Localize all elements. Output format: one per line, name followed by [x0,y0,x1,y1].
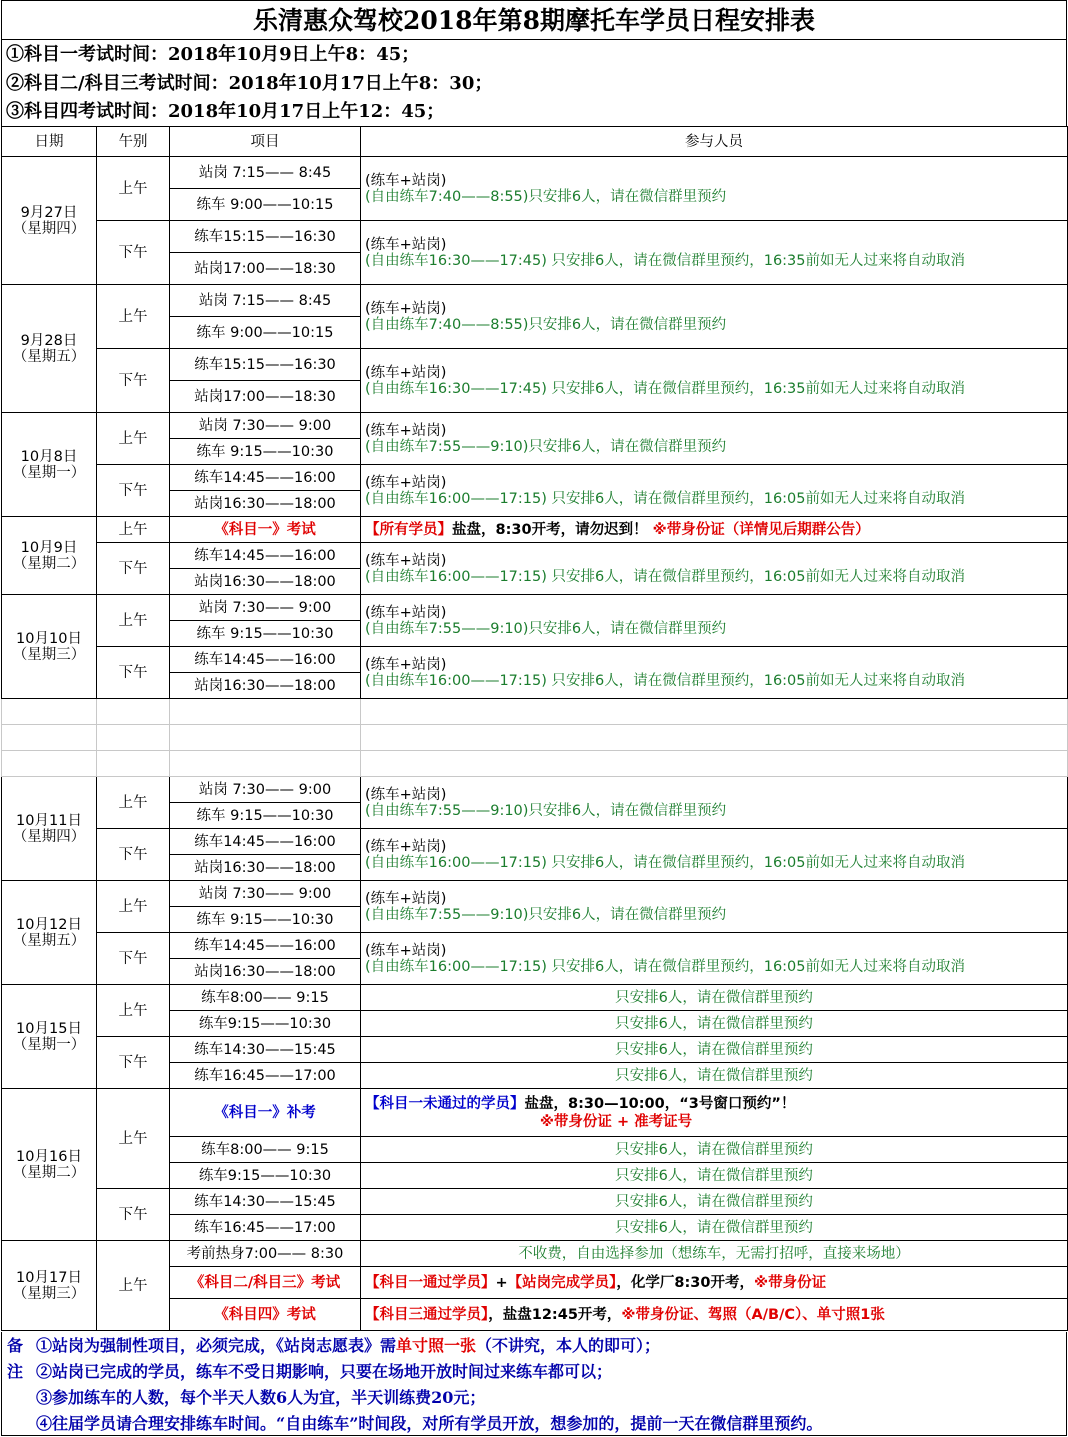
people-cell: (练车+站岗) (自由练车16:00——17:15) 只安排6人，请在微信群里预约，16:05前如无人过来将自动取消 [361,647,1068,699]
people-cell: (练车+站岗) (自由练车7:40——8:55)只安排6人，请在微信群里预约 [361,285,1068,349]
am-label: 上午 [97,517,170,543]
pm-label: 下午 [97,1037,170,1089]
people-cell: 【科目三通过学员】，盐盘12:45开考，※带身份证、驾照（A/B/C）、单寸照1张 [361,1299,1068,1331]
exam-time-1: ①科目一考试时间：2018年10月9日上午8：45； [1,40,1067,69]
pm-label: 下午 [97,933,170,985]
item-cell: 练车14:45——16:00 [170,933,361,959]
item-cell: 考前热身7:00—— 8:30 [170,1241,361,1267]
people-cell: (练车+站岗) (自由练车7:40——8:55)只安排6人，请在微信群里预约 [361,157,1068,221]
exam-time-2: ②科目二/科目三考试时间：2018年10月17日上午8：30； [1,69,1067,98]
item-cell: 练车14:45——16:00 [170,543,361,569]
date-cell: 9月27日 （星期四） [2,157,97,285]
table-row [2,221,1068,253]
page-title: 乐清惠众驾校2018年第8期摩托车学员日程安排表 [1,0,1067,40]
date-cell: 9月28日 （星期五） [2,285,97,413]
table-row [2,933,1068,959]
notes-section [1,1332,1067,1436]
pm-label: 下午 [97,221,170,285]
pm-label: 下午 [97,349,170,413]
item-cell: 站岗 7:30—— 9:00 [170,413,361,439]
people-cell: 只安排6人，请在微信群里预约 [361,1215,1068,1241]
pm-label: 下午 [97,1189,170,1241]
item-cell: 站岗17:00——18:30 [170,381,361,413]
item-cell: 练车14:45——16:00 [170,465,361,491]
table-row [2,543,1068,569]
item-cell: 练车15:15——16:30 [170,349,361,381]
exam-item-cell: 《科目四》考试 [170,1299,361,1331]
blank-row [2,725,1068,751]
note-4: ④往届学员请合理安排练车时间。“自由练车”时间段，对所有学员开放，想参加的，提前一天在微信群里预约。 [36,1414,823,1433]
exam-item-cell: 《科目二/科目三》考试 [170,1267,361,1299]
item-cell: 练车8:00—— 9:15 [170,1137,361,1163]
item-cell: 练车8:00—— 9:15 [170,985,361,1011]
item-cell: 站岗 7:30—— 9:00 [170,881,361,907]
item-cell: 站岗16:30——18:00 [170,959,361,985]
table-row [2,1189,1068,1215]
table-row [2,829,1068,855]
am-label: 上午 [97,777,170,829]
item-cell: 练车14:45——16:00 [170,829,361,855]
date-cell: 10月16日 （星期二） [2,1089,97,1241]
item-cell: 站岗16:30——18:00 [170,673,361,699]
am-label: 上午 [97,1089,170,1189]
header-half: 午别 [97,127,170,157]
table-row [2,465,1068,491]
table-row [2,1241,1068,1267]
people-cell: 只安排6人，请在微信群里预约 [361,1011,1068,1037]
exam-item-cell: 《科目一》考试 [170,517,361,543]
people-cell: 只安排6人，请在微信群里预约 [361,1063,1068,1089]
people-cell: 【科目一通过学员】+【站岗完成学员】，化学厂8:30开考，※带身份证 [361,1267,1068,1299]
people-cell: (练车+站岗) (自由练车7:55——9:10)只安排6人，请在微信群里预约 [361,777,1068,829]
people-cell: (练车+站岗) (自由练车16:00——17:15) 只安排6人，请在微信群里预约，16:05前如无人过来将自动取消 [361,933,1068,985]
date-cell: 10月10日 （星期三） [2,595,97,699]
people-cell: 【所有学员】盐盘，8:30开考，请勿迟到！ ※带身份证（详情见后期群公告） [361,517,1068,543]
people-cell: (练车+站岗) (自由练车16:00——17:15) 只安排6人，请在微信群里预约，16:05前如无人过来将自动取消 [361,829,1068,881]
item-cell: 练车 9:15——10:30 [170,803,361,829]
header-item: 项目 [170,127,361,157]
header-people: 参与人员 [361,127,1068,157]
am-label: 上午 [97,881,170,933]
item-cell: 练车14:30——15:45 [170,1037,361,1063]
item-cell: 站岗 7:15—— 8:45 [170,157,361,189]
people-cell: (练车+站岗) (自由练车16:00——17:15) 只安排6人，请在微信群里预约，16:05前如无人过来将自动取消 [361,465,1068,517]
exam-item-cell: 《科目一》补考 [170,1089,361,1137]
schedule-table [1,126,1068,1331]
people-cell: 不收费，自由选择参加（想练车，无需打招呼，直接来场地） [361,1241,1068,1267]
item-cell: 练车9:15——10:30 [170,1163,361,1189]
pm-label: 下午 [97,543,170,595]
table-row [2,985,1068,1011]
item-cell: 站岗 7:30—— 9:00 [170,777,361,803]
pm-label: 下午 [97,465,170,517]
am-label: 上午 [97,157,170,221]
date-cell: 10月8日 （星期一） [2,413,97,517]
date-cell: 10月11日 （星期四） [2,777,97,881]
people-cell: 只安排6人，请在微信群里预约 [361,985,1068,1011]
people-cell: (练车+站岗) (自由练车16:00——17:15) 只安排6人，请在微信群里预约，16:05前如无人过来将自动取消 [361,543,1068,595]
table-row [2,1089,1068,1137]
table-row [2,157,1068,189]
item-cell: 练车14:45——16:00 [170,647,361,673]
date-cell: 10月17日 （星期三） [2,1241,97,1331]
people-cell: 只安排6人，请在微信群里预约 [361,1163,1068,1189]
notes-label-bei: 备 [7,1336,24,1355]
item-cell: 站岗 7:15—— 8:45 [170,285,361,317]
item-cell: 练车15:15——16:30 [170,221,361,253]
date-cell: 10月15日 （星期一） [2,985,97,1089]
item-cell: 站岗 7:30—— 9:00 [170,595,361,621]
people-cell: 【科目一未通过的学员】盐盘，8:30—10:00，“3号窗口预约”！ ※带身份证 + 准考证号 [361,1089,1068,1137]
table-row [2,1037,1068,1063]
item-cell: 练车 9:15——10:30 [170,907,361,933]
note-1: ①站岗为强制性项目，必须完成，《站岗志愿表》需单寸照一张（不讲究，本人的即可）； [36,1336,661,1355]
item-cell: 练车 9:15——10:30 [170,621,361,647]
item-cell: 练车16:45——17:00 [170,1063,361,1089]
header-date: 日期 [2,127,97,157]
exam-time-3: ③科目四考试时间：2018年10月17日上午12：45； [1,97,1067,126]
blank-row [2,699,1068,725]
people-cell: 只安排6人，请在微信群里预约 [361,1037,1068,1063]
am-label: 上午 [97,413,170,465]
item-cell: 站岗16:30——18:00 [170,569,361,595]
table-row [2,349,1068,381]
table-row [2,517,1068,543]
people-cell: 只安排6人，请在微信群里预约 [361,1137,1068,1163]
table-row [2,647,1068,673]
note-3: ③参加练车的人数，每个半天人数6人为宜，半天训练费20元； [36,1388,486,1407]
item-cell: 练车 9:15——10:30 [170,439,361,465]
am-label: 上午 [97,285,170,349]
am-label: 上午 [97,595,170,647]
item-cell: 练车9:15——10:30 [170,1011,361,1037]
table-row [2,285,1068,317]
notes-label-zhu: 注 [7,1362,24,1381]
people-cell: (练车+站岗) (自由练车7:55——9:10)只安排6人，请在微信群里预约 [361,413,1068,465]
item-cell: 练车 9:00——10:15 [170,317,361,349]
date-cell: 10月12日 （星期五） [2,881,97,985]
table-row [2,595,1068,621]
item-cell: 站岗17:00——18:30 [170,253,361,285]
blank-row [2,751,1068,777]
table-row [2,777,1068,803]
people-cell: (练车+站岗) (自由练车16:30——17:45) 只安排6人，请在微信群里预约，16:35前如无人过来将自动取消 [361,349,1068,413]
item-cell: 练车16:45——17:00 [170,1215,361,1241]
table-row [2,413,1068,439]
item-cell: 站岗16:30——18:00 [170,491,361,517]
people-cell: 只安排6人，请在微信群里预约 [361,1189,1068,1215]
item-cell: 练车14:30——15:45 [170,1189,361,1215]
people-cell: (练车+站岗) (自由练车7:55——9:10)只安排6人，请在微信群里预约 [361,595,1068,647]
item-cell: 练车 9:00——10:15 [170,189,361,221]
people-cell: (练车+站岗) (自由练车7:55——9:10)只安排6人，请在微信群里预约 [361,881,1068,933]
table-row [2,881,1068,907]
am-label: 上午 [97,985,170,1037]
date-cell: 10月9日 （星期二） [2,517,97,595]
pm-label: 下午 [97,829,170,881]
header-row [2,127,1068,157]
item-cell: 站岗16:30——18:00 [170,855,361,881]
people-cell: (练车+站岗) (自由练车16:30——17:45) 只安排6人，请在微信群里预约，16:35前如无人过来将自动取消 [361,221,1068,285]
pm-label: 下午 [97,647,170,699]
am-label: 上午 [97,1241,170,1331]
note-2: ②站岗已完成的学员，练车不受日期影响，只要在场地开放时间过来练车都可以； [36,1362,613,1381]
